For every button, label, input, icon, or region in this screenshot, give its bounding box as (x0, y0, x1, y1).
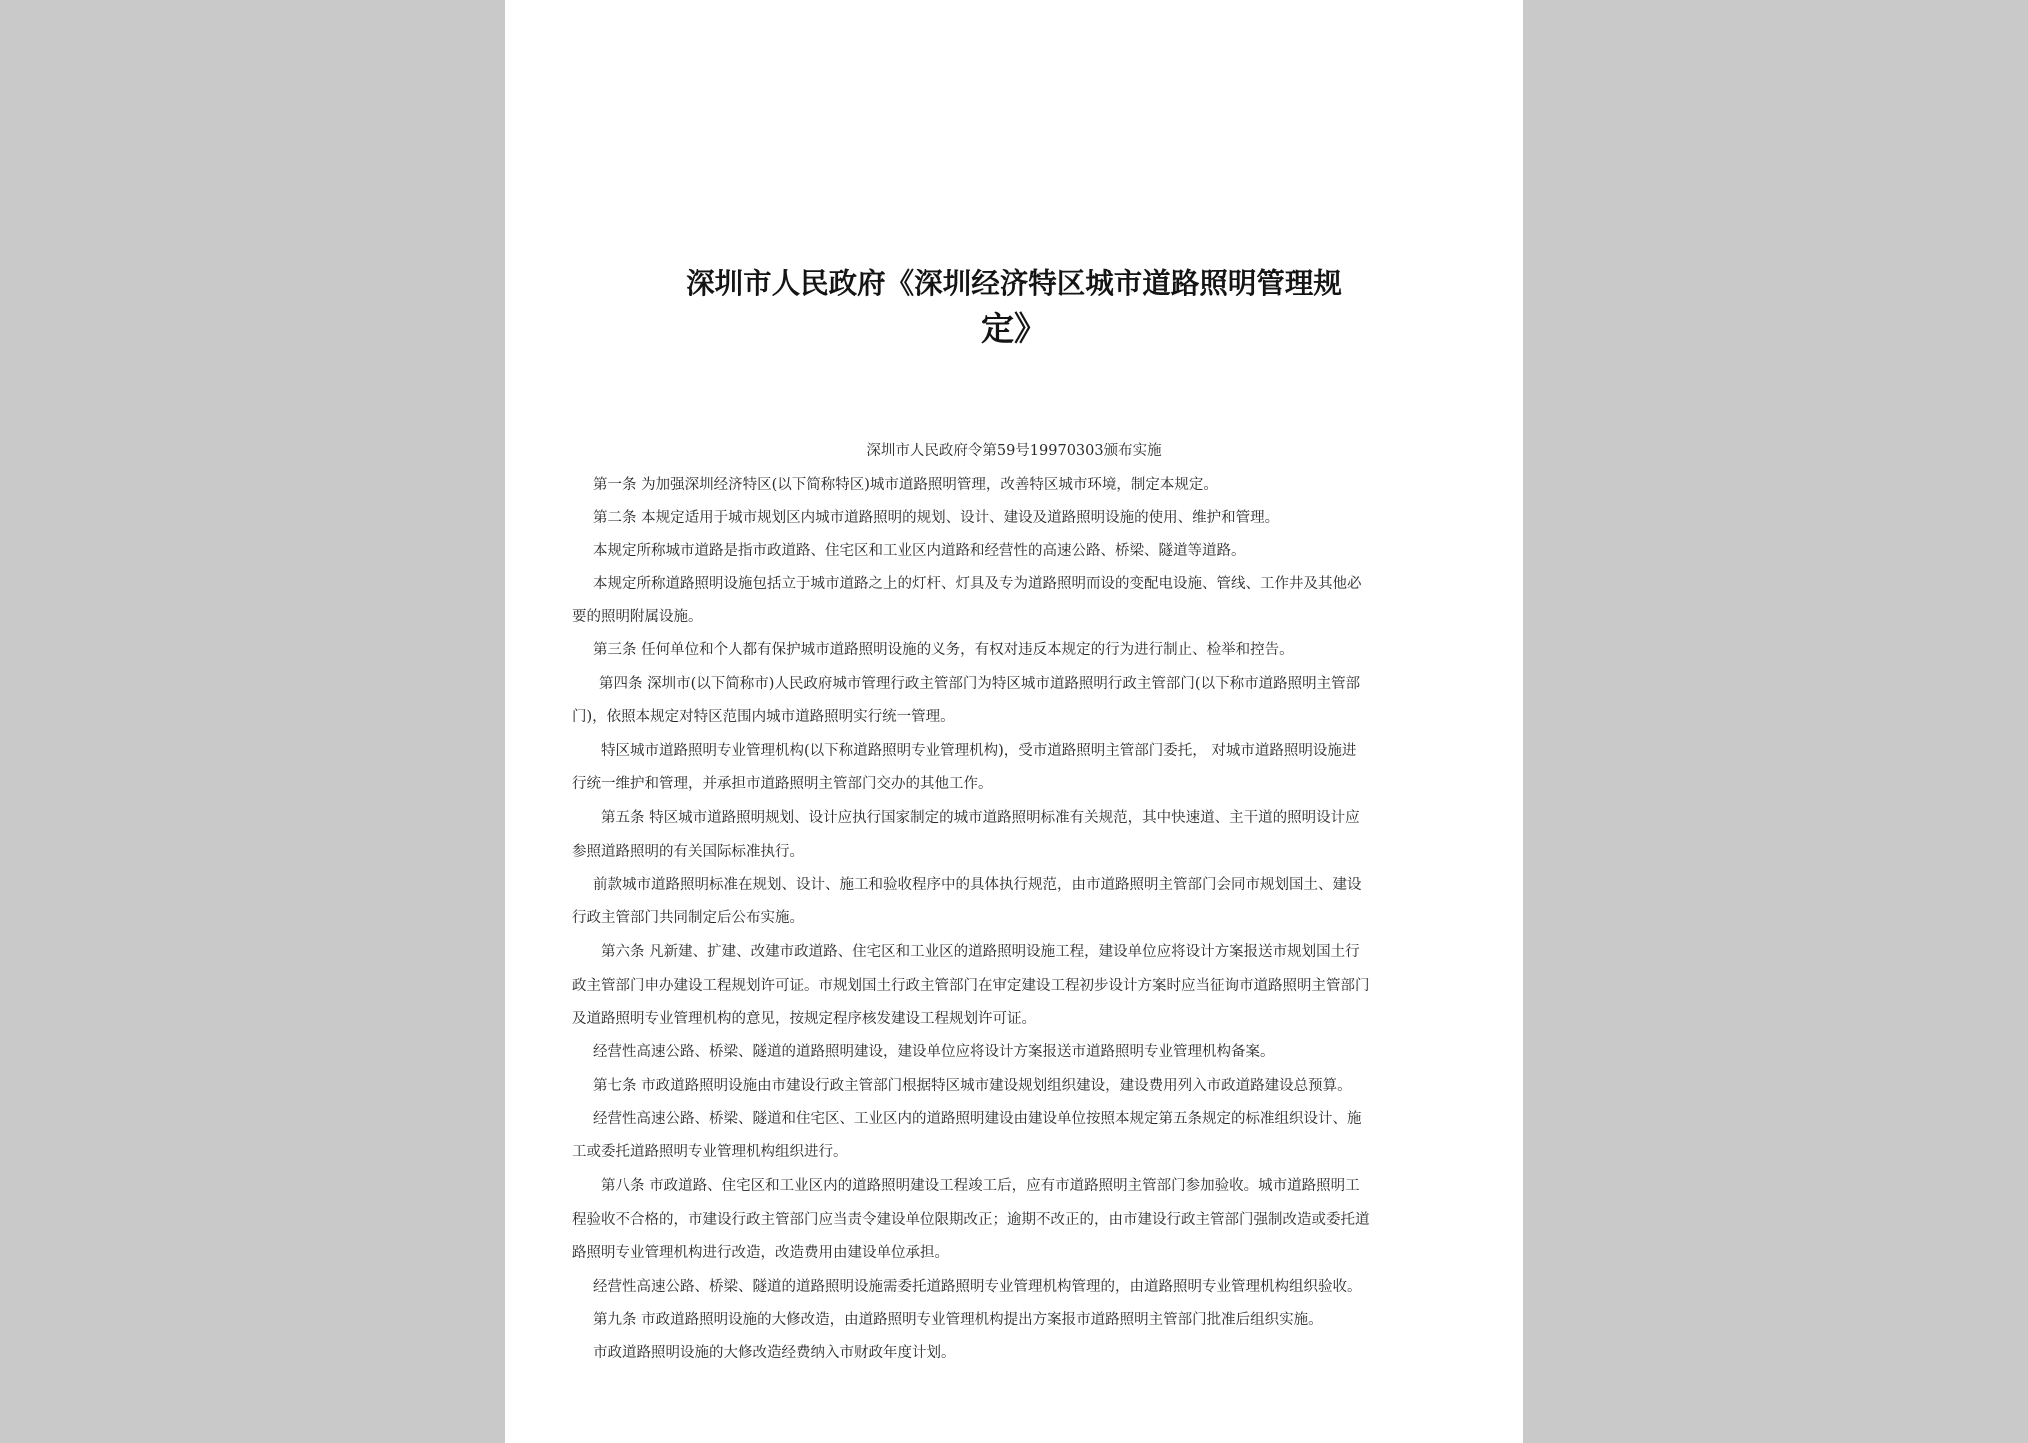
body-line: 前款城市道路照明标准在规划、设计、施工和验收程序中的具体执行规范，由市道路照明主管部门会同市规划国土、建设 (593, 877, 1362, 893)
body-line: 工或委托道路照明专业管理机构组织进行。 (572, 1144, 848, 1160)
body-line: 市政道路照明设施的大修改造经费纳入市财政年度计划。 (593, 1345, 956, 1361)
body-line: 第九条 市政道路照明设施的大修改造，由道路照明专业管理机构提出方案报市道路照明主管部门批准后组织实施。 (593, 1312, 1323, 1328)
document-title (505, 261, 1523, 351)
body-line: 经营性高速公路、桥梁、隧道的道路照明设施需委托道路照明专业管理机构管理的，由道路照明专业管理机构组织验收。 (593, 1279, 1362, 1295)
body-line: 经营性高速公路、桥梁、隧道和住宅区、工业区内的道路照明建设由建设单位按照本规定第五条规定的标准组织设计、施 (593, 1111, 1362, 1127)
body-line: 第六条 凡新建、扩建、改建市政道路、住宅区和工业区的道路照明设施工程，建设单位应将设计方案报送市规划国土行 (601, 944, 1360, 960)
body-line: 经营性高速公路、桥梁、隧道的道路照明建设，建设单位应将设计方案报送市道路照明专业管理机构备案。 (593, 1044, 1275, 1060)
body-line: 第七条 市政道路照明设施由市建设行政主管部门根据特区城市建设规划组织建设，建设费用列入市政道路建设总预算。 (593, 1078, 1352, 1094)
body-line: 门)，依照本规定对特区范围内城市道路照明实行统一管理。 (572, 709, 955, 725)
body-line: 第四条 深圳市(以下简称市)人民政府城市管理行政主管部门为特区城市道路照明行政主管部门(以下称市道路照明主管部 (599, 676, 1361, 692)
body-line: 路照明专业管理机构进行改造，改造费用由建设单位承担。 (572, 1245, 949, 1261)
body-line: 及道路照明专业管理机构的意见，按规定程序核发建设工程规划许可证。 (572, 1011, 1036, 1027)
body-line: 要的照明附属设施。 (572, 609, 703, 625)
body-line: 参照道路照明的有关国际标准执行。 (572, 844, 804, 860)
title-line-2: 定》 (981, 309, 1047, 348)
body-line: 行统一维护和管理，并承担市道路照明主管部门交办的其他工作。 (572, 776, 993, 792)
body-line: 第八条 市政道路、住宅区和工业区内的道路照明建设工程竣工后，应有市道路照明主管部门参加验收。城市道路照明工 (601, 1178, 1360, 1194)
document-page (505, 0, 1523, 1443)
body-line: 第三条 任何单位和个人都有保护城市道路照明设施的义务，有权对违反本规定的行为进行制止、检举和控告。 (593, 642, 1294, 658)
body-line: 程验收不合格的，市建设行政主管部门应当责令建设单位限期改正；逾期不改正的，由市建设行政主管部门强制改造或委托道 (572, 1212, 1370, 1228)
body-line: 特区城市道路照明专业管理机构(以下称道路照明专业管理机构)，受市道路照明主管部门委托， 对城市道路照明设施进 (601, 743, 1357, 759)
body-line: 本规定所称道路照明设施包括立于城市道路之上的灯杆、灯具及专为道路照明而设的变配电设施、管线、工作井及其他必 (593, 576, 1362, 592)
title-line-1: 深圳市人民政府《深圳经济特区城市道路照明管理规 (686, 267, 1342, 300)
decree-reference: 深圳市人民政府令第59号19970303颁布实施 (866, 443, 1162, 459)
body-line: 第五条 特区城市道路照明规划、设计应执行国家制定的城市道路照明标准有关规范，其中快速道、主干道的照明设计应 (601, 810, 1360, 826)
body-line: 第二条 本规定适用于城市规划区内城市道路照明的规划、设计、建设及道路照明设施的使用、维护和管理。 (593, 510, 1280, 526)
body-line: 行政主管部门共同制定后公布实施。 (572, 910, 804, 926)
body-line: 政主管部门申办建设工程规划许可证。市规划国土行政主管部门在审定建设工程初步设计方案时应当征询市道路照明主管部门 (572, 978, 1370, 994)
body-line: 本规定所称城市道路是指市政道路、住宅区和工业区内道路和经营性的高速公路、桥梁、隧道等道路。 (593, 543, 1246, 559)
body-line: 第一条 为加强深圳经济特区(以下简称特区)城市道路照明管理，改善特区城市环境，制定本规定。 (593, 477, 1218, 493)
